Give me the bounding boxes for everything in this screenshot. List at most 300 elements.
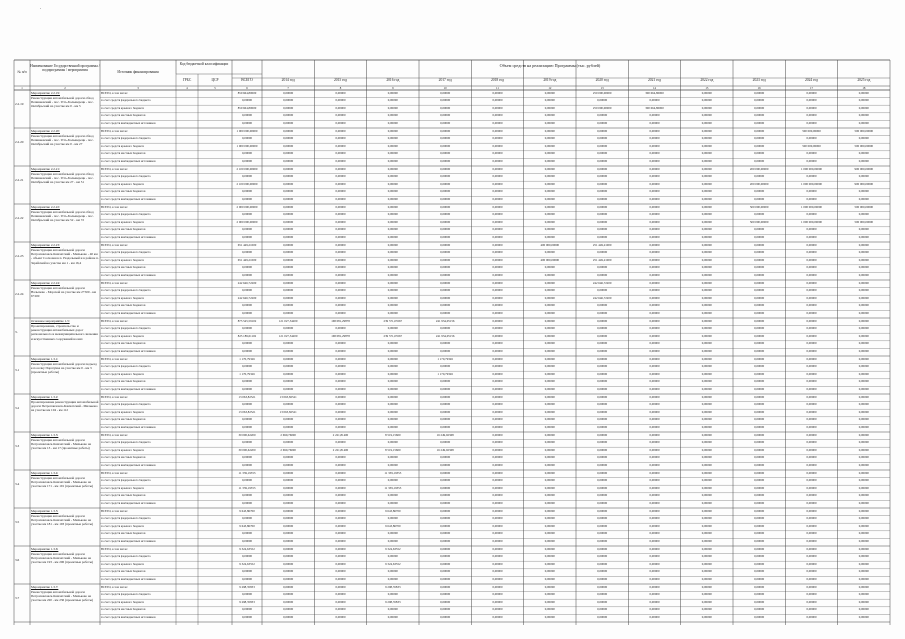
year-federal-value: 0,00000 bbox=[440, 99, 451, 103]
year-extra-value: 0,00000 bbox=[492, 387, 503, 391]
year-value: 0,00000 bbox=[492, 205, 503, 209]
year-federal-value: 0,00000 bbox=[283, 441, 294, 445]
year-regional-value: 0,00000 bbox=[701, 258, 712, 262]
year-value: 0,00000 bbox=[597, 167, 608, 171]
year-local-value: 0,00000 bbox=[283, 608, 294, 612]
year-federal-value: 0,00000 bbox=[440, 479, 451, 483]
year-value: 0,00000 bbox=[440, 547, 451, 551]
year-federal-value: 0,00000 bbox=[283, 289, 294, 293]
source-label: за счет средств внебюджетных источников bbox=[101, 121, 156, 125]
header-col-number: 17 bbox=[809, 86, 813, 90]
total-value: 30 000,62200 bbox=[238, 433, 256, 437]
year-regional-value: 0,00000 bbox=[544, 106, 555, 110]
source-label: за счет средств местных бюджетов bbox=[101, 190, 146, 194]
year-value: 0,00000 bbox=[283, 585, 294, 589]
header-year: 2019 год bbox=[543, 78, 557, 82]
source-label: за счет средств местных бюджетов bbox=[101, 418, 146, 422]
year-extra-value: 0,00000 bbox=[335, 349, 346, 353]
source-label: ВСЕГО, в том числе: bbox=[101, 205, 128, 209]
year-value: 0,00000 bbox=[544, 509, 555, 513]
year-federal-value: 0,00000 bbox=[806, 327, 817, 331]
year-extra-value: 0,00000 bbox=[387, 235, 398, 239]
row-index: 3.2 bbox=[15, 406, 20, 410]
year-local-value: 0,00000 bbox=[492, 342, 503, 346]
year-extra-value: 0,00000 bbox=[597, 615, 608, 619]
local-total-value: 0,00000 bbox=[241, 532, 253, 536]
year-local-value: 0,00000 bbox=[440, 228, 451, 232]
header-col-number: 15 bbox=[705, 86, 709, 90]
year-regional-value: 9 324,63552 bbox=[385, 562, 401, 566]
source-label: ВСЕГО, в том числе: bbox=[101, 357, 128, 361]
year-local-value: 0,00000 bbox=[335, 152, 346, 156]
year-regional-value: 0,00000 bbox=[283, 600, 294, 604]
year-value: 0,00000 bbox=[492, 471, 503, 475]
year-value: 0,00000 bbox=[544, 471, 555, 475]
row-index: 2.2.21 bbox=[15, 178, 24, 182]
year-local-value: 0,00000 bbox=[387, 266, 398, 270]
year-federal-value: 0,00000 bbox=[858, 99, 869, 103]
year-federal-value: 0,00000 bbox=[597, 327, 608, 331]
year-extra-value: 0,00000 bbox=[754, 159, 765, 163]
year-local-value: 0,00000 bbox=[283, 304, 294, 308]
year-federal-value: 0,00000 bbox=[597, 175, 608, 179]
year-federal-value: 0,00000 bbox=[701, 517, 712, 521]
year-regional-value: 8 519,15600 bbox=[385, 448, 401, 452]
measure-name: Реконструкция автомобильной дороги обход Печинковский - пос. Усть-Большерецк - пос. Октябрьский на участке км 27 - км 51 bbox=[31, 172, 94, 185]
year-value: 0,00000 bbox=[597, 509, 608, 513]
year-value: 0,00000 bbox=[701, 433, 712, 437]
year-extra-value: 0,00000 bbox=[283, 539, 294, 543]
year-value: 0,00000 bbox=[283, 243, 294, 247]
year-regional-value: 0,00000 bbox=[754, 600, 765, 604]
year-regional-value: 0,00000 bbox=[754, 562, 765, 566]
year-regional-value: 0,00000 bbox=[597, 144, 608, 148]
year-value: 0,00000 bbox=[754, 91, 765, 95]
year-regional-value: 11 339,19353 bbox=[384, 486, 402, 490]
year-local-value: 0,00000 bbox=[701, 570, 712, 574]
year-value: 0,00000 bbox=[335, 547, 346, 551]
source-label: ВСЕГО, в том числе: bbox=[101, 509, 128, 513]
year-extra-value: 0,00000 bbox=[701, 273, 712, 277]
year-extra-value: 0,00000 bbox=[701, 425, 712, 429]
year-regional-value: 0,00000 bbox=[649, 448, 660, 452]
year-federal-value: 0,00000 bbox=[283, 593, 294, 597]
year-extra-value: 0,00000 bbox=[858, 159, 869, 163]
year-value: 0,00000 bbox=[806, 585, 817, 589]
year-extra-value: 0,00000 bbox=[597, 463, 608, 467]
year-local-value: 0,00000 bbox=[597, 304, 608, 308]
year-federal-value: 0,00000 bbox=[701, 213, 712, 217]
year-federal-value: 0,00000 bbox=[544, 555, 555, 559]
year-federal-value: 0,00000 bbox=[754, 175, 765, 179]
row-index: 2.2.19 bbox=[15, 102, 24, 106]
year-regional-value: 0,00000 bbox=[858, 258, 869, 262]
year-value: 0,00000 bbox=[649, 357, 660, 361]
regional-total-value: 651 449,21000 bbox=[237, 258, 257, 262]
source-label: за счет средств федерального бюджета bbox=[101, 137, 151, 141]
year-value: 0,00000 bbox=[701, 243, 712, 247]
year-extra-value: 0,00000 bbox=[858, 425, 869, 429]
year-extra-value: 0,00000 bbox=[597, 311, 608, 315]
header-name: Наименование Государственной программы / подпрограммы / мероприятия bbox=[30, 64, 100, 72]
year-extra-value: 0,00000 bbox=[649, 349, 660, 353]
year-value: 0,00000 bbox=[597, 319, 608, 323]
year-regional-value: 239 571,03567 bbox=[383, 334, 403, 338]
year-extra-value: 0,00000 bbox=[283, 349, 294, 353]
row-index: 3.4 bbox=[15, 482, 20, 486]
year-value: 0,00000 bbox=[544, 91, 555, 95]
federal-total-value: 0,00000 bbox=[241, 441, 253, 445]
year-local-value: 0,00000 bbox=[335, 570, 346, 574]
year-local-value: 0,00000 bbox=[335, 342, 346, 346]
year-regional-value: 0,00000 bbox=[492, 220, 503, 224]
year-extra-value: 0,00000 bbox=[283, 577, 294, 581]
year-local-value: 0,00000 bbox=[754, 152, 765, 156]
year-value: 0,00000 bbox=[440, 167, 451, 171]
year-extra-value: 0,00000 bbox=[858, 273, 869, 277]
source-label: за счет средств краевого бюджета bbox=[101, 258, 145, 262]
year-extra-value: 0,00000 bbox=[649, 121, 660, 125]
year-extra-value: 0,00000 bbox=[283, 197, 294, 201]
header-col-number: 3 bbox=[137, 86, 139, 90]
total-value: 1 170,79326 bbox=[239, 357, 255, 361]
year-regional-value: 0,00000 bbox=[544, 524, 555, 528]
year-local-value: 0,00000 bbox=[544, 152, 555, 156]
year-local-value: 0,00000 bbox=[858, 304, 869, 308]
year-extra-value: 0,00000 bbox=[440, 615, 451, 619]
year-extra-value: 0,00000 bbox=[440, 311, 451, 315]
year-value: 0,00000 bbox=[335, 585, 346, 589]
source-label: ВСЕГО, в том числе: bbox=[101, 91, 128, 95]
header-col-number: 13 bbox=[600, 86, 604, 90]
year-federal-value: 0,00000 bbox=[701, 99, 712, 103]
year-value: 0,00000 bbox=[440, 395, 451, 399]
year-local-value: 0,00000 bbox=[858, 114, 869, 118]
year-value: 0,00000 bbox=[806, 547, 817, 551]
source-label: за счет средств федерального бюджета bbox=[101, 213, 151, 217]
year-regional-value: 0,00000 bbox=[492, 524, 503, 528]
regional-total-value: 9 324,63552 bbox=[239, 562, 255, 566]
year-value: 0,00000 bbox=[806, 357, 817, 361]
year-local-value: 0,00000 bbox=[440, 266, 451, 270]
year-value: 0,00000 bbox=[492, 509, 503, 513]
year-value: 0,00000 bbox=[754, 129, 765, 133]
year-local-value: 0,00000 bbox=[544, 418, 555, 422]
year-local-value: 0,00000 bbox=[806, 152, 817, 156]
year-local-value: 0,00000 bbox=[806, 418, 817, 422]
year-regional-value: 0,00000 bbox=[701, 144, 712, 148]
local-total-value: 0,00000 bbox=[241, 190, 253, 194]
year-extra-value: 0,00000 bbox=[806, 197, 817, 201]
federal-total-value: 0,00000 bbox=[241, 365, 253, 369]
year-extra-value: 0,00000 bbox=[492, 311, 503, 315]
year-regional-value: 300 664,80000 bbox=[645, 106, 664, 110]
year-value: 0,00000 bbox=[858, 509, 869, 513]
source-label: за счет средств внебюджетных источников bbox=[101, 577, 156, 581]
year-value: 0,00000 bbox=[440, 91, 451, 95]
year-federal-value: 0,00000 bbox=[440, 137, 451, 141]
year-federal-value: 0,00000 bbox=[283, 327, 294, 331]
year-regional-value: 0,00000 bbox=[440, 182, 451, 186]
regional-total-value: 2 000 000,00000 bbox=[236, 220, 258, 224]
measure-name: Реконструкция автомобильной дороги Петропавловск-Камчатский - Мильково на участке км 13 - км 17 (проектные работы) bbox=[31, 438, 92, 451]
measure-name: Реконструкция автомобильной дороги Петропавловск-Камчатский - Мильково на участке км 181 - км 193 (проектные работы) bbox=[31, 514, 94, 527]
year-extra-value: 0,00000 bbox=[440, 159, 451, 163]
year-federal-value: 0,00000 bbox=[649, 555, 660, 559]
year-federal-value: 0,00000 bbox=[858, 213, 869, 217]
total-value: 2 100 000,00000 bbox=[236, 167, 258, 171]
year-extra-value: 0,00000 bbox=[806, 539, 817, 543]
year-regional-value: 0,00000 bbox=[283, 182, 294, 186]
year-extra-value: 0,00000 bbox=[544, 235, 555, 239]
year-local-value: 0,00000 bbox=[597, 532, 608, 536]
year-extra-value: 0,00000 bbox=[806, 425, 817, 429]
year-federal-value: 0,00000 bbox=[649, 137, 660, 141]
year-federal-value: 0,00000 bbox=[858, 365, 869, 369]
local-total-value: 0,00000 bbox=[241, 608, 253, 612]
year-regional-value: 0,00000 bbox=[701, 562, 712, 566]
year-federal-value: 0,00000 bbox=[440, 555, 451, 559]
header-year: 2020 год bbox=[595, 78, 609, 82]
header-code: Код бюджетной классификации bbox=[179, 62, 229, 66]
year-local-value: 0,00000 bbox=[283, 456, 294, 460]
year-extra-value: 0,00000 bbox=[544, 539, 555, 543]
source-label: за счет средств внебюджетных источников bbox=[101, 349, 156, 353]
local-total-value: 0,00000 bbox=[241, 418, 253, 422]
year-federal-value: 0,00000 bbox=[858, 289, 869, 293]
year-local-value: 0,00000 bbox=[649, 494, 660, 498]
source-label: ВСЕГО, в том числе: bbox=[101, 243, 128, 247]
regional-total-value: 825 189,01102 bbox=[237, 334, 257, 338]
year-local-value: 0,00000 bbox=[544, 304, 555, 308]
year-extra-value: 0,00000 bbox=[597, 387, 608, 391]
header-col-number: 18 bbox=[862, 86, 866, 90]
year-local-value: 0,00000 bbox=[858, 152, 869, 156]
year-local-value: 0,00000 bbox=[858, 266, 869, 270]
year-extra-value: 0,00000 bbox=[492, 273, 503, 277]
year-federal-value: 0,00000 bbox=[492, 593, 503, 597]
year-regional-value: 0,00000 bbox=[806, 562, 817, 566]
year-federal-value: 0,00000 bbox=[387, 251, 398, 255]
year-local-value: 0,00000 bbox=[283, 532, 294, 536]
header-year: 2024 год bbox=[804, 78, 818, 82]
year-value: 0,00000 bbox=[544, 319, 555, 323]
year-local-value: 0,00000 bbox=[806, 304, 817, 308]
year-local-value: 0,00000 bbox=[701, 266, 712, 270]
local-total-value: 0,00000 bbox=[241, 456, 253, 460]
year-local-value: 0,00000 bbox=[858, 456, 869, 460]
measure-label: Мероприятие 1.3.7: bbox=[31, 584, 59, 589]
regional-total-value: 13 063,82521 bbox=[238, 410, 256, 414]
year-extra-value: 0,00000 bbox=[806, 615, 817, 619]
year-regional-value: 400 000,00000 bbox=[540, 258, 560, 262]
year-federal-value: 0,00000 bbox=[597, 251, 608, 255]
year-extra-value: 0,00000 bbox=[701, 235, 712, 239]
year-federal-value: 0,00000 bbox=[387, 403, 398, 407]
year-value: 500 000,00000 bbox=[854, 129, 874, 133]
year-local-value: 0,00000 bbox=[597, 342, 608, 346]
year-value: 0,00000 bbox=[649, 509, 660, 513]
year-value: 0,00000 bbox=[335, 281, 346, 285]
year-extra-value: 0,00000 bbox=[597, 425, 608, 429]
year-local-value: 0,00000 bbox=[806, 114, 817, 118]
year-regional-value: 0,00000 bbox=[283, 106, 294, 110]
year-regional-value: 0,00000 bbox=[701, 600, 712, 604]
row-index: 3.1 bbox=[15, 368, 20, 372]
year-federal-value: 0,00000 bbox=[701, 403, 712, 407]
row-index: 3.7 bbox=[15, 596, 20, 600]
year-federal-value: 0,00000 bbox=[387, 517, 398, 521]
year-regional-value: 0,00000 bbox=[649, 486, 660, 490]
year-federal-value: 0,00000 bbox=[597, 403, 608, 407]
year-extra-value: 0,00000 bbox=[544, 425, 555, 429]
year-local-value: 0,00000 bbox=[440, 152, 451, 156]
year-value: 0,00000 bbox=[858, 319, 869, 323]
year-federal-value: 0,00000 bbox=[544, 137, 555, 141]
year-value: 0,00000 bbox=[283, 205, 294, 209]
year-regional-value: 0,00000 bbox=[858, 524, 869, 528]
year-extra-value: 0,00000 bbox=[387, 273, 398, 277]
year-extra-value: 0,00000 bbox=[440, 121, 451, 125]
year-local-value: 0,00000 bbox=[701, 152, 712, 156]
year-federal-value: 0,00000 bbox=[283, 137, 294, 141]
year-extra-value: 0,00000 bbox=[858, 387, 869, 391]
year-local-value: 0,00000 bbox=[597, 608, 608, 612]
year-extra-value: 0,00000 bbox=[387, 463, 398, 467]
year-federal-value: 0,00000 bbox=[440, 289, 451, 293]
year-local-value: 0,00000 bbox=[335, 380, 346, 384]
year-value: 0,00000 bbox=[387, 243, 398, 247]
year-federal-value: 0,00000 bbox=[597, 213, 608, 217]
year-local-value: 0,00000 bbox=[754, 532, 765, 536]
year-local-value: 0,00000 bbox=[387, 380, 398, 384]
year-local-value: 0,00000 bbox=[649, 266, 660, 270]
year-federal-value: 0,00000 bbox=[440, 327, 451, 331]
year-local-value: 0,00000 bbox=[701, 608, 712, 612]
year-federal-value: 0,00000 bbox=[858, 403, 869, 407]
year-extra-value: 0,00000 bbox=[440, 235, 451, 239]
year-extra-value: 0,00000 bbox=[335, 539, 346, 543]
year-federal-value: 0,00000 bbox=[335, 555, 346, 559]
year-regional-value: 500 000,00000 bbox=[854, 144, 874, 148]
year-value: 0,00000 bbox=[335, 129, 346, 133]
year-local-value: 0,00000 bbox=[440, 190, 451, 194]
header-col-number: 16 bbox=[757, 86, 761, 90]
source-label: за счет средств краевого бюджета bbox=[101, 220, 145, 224]
year-local-value: 0,00000 bbox=[649, 152, 660, 156]
year-extra-value: 0,00000 bbox=[387, 539, 398, 543]
year-extra-value: 0,00000 bbox=[335, 273, 346, 277]
year-regional-value: 0,00000 bbox=[701, 486, 712, 490]
year-regional-value: 0,00000 bbox=[806, 600, 817, 604]
year-federal-value: 0,00000 bbox=[283, 517, 294, 521]
year-extra-value: 0,00000 bbox=[283, 235, 294, 239]
year-value: 2 221,81400 bbox=[332, 433, 349, 437]
year-federal-value: 0,00000 bbox=[649, 365, 660, 369]
year-regional-value: 0,00000 bbox=[806, 296, 817, 300]
year-local-value: 0,00000 bbox=[858, 608, 869, 612]
year-local-value: 0,00000 bbox=[387, 114, 398, 118]
year-value: 250 000,00000 bbox=[592, 91, 612, 95]
source-label: за счет средств федерального бюджета bbox=[101, 99, 151, 103]
header-col-number: 12 bbox=[548, 86, 552, 90]
year-regional-value: 0,00000 bbox=[335, 486, 346, 490]
year-local-value: 0,00000 bbox=[806, 608, 817, 612]
source-label: за счет средств внебюджетных источников bbox=[101, 539, 156, 543]
extra-total-value: 0,00000 bbox=[241, 349, 253, 353]
year-regional-value: 0,00000 bbox=[283, 258, 294, 262]
year-regional-value: 0,00000 bbox=[440, 258, 451, 262]
year-value: 0,00000 bbox=[283, 357, 294, 361]
measure-label: Мероприятие 1.3.4: bbox=[31, 470, 59, 475]
year-local-value: 0,00000 bbox=[544, 608, 555, 612]
year-extra-value: 0,00000 bbox=[283, 121, 294, 125]
row-index: 3.5 bbox=[15, 520, 20, 524]
year-federal-value: 0,00000 bbox=[283, 251, 294, 255]
header-volume: Объем средств на реализацию Программы (тыс. рублей) bbox=[499, 64, 601, 68]
year-regional-value: 0,00000 bbox=[701, 220, 712, 224]
year-local-value: 0,00000 bbox=[544, 456, 555, 460]
year-extra-value: 0,00000 bbox=[492, 121, 503, 125]
year-federal-value: 0,00000 bbox=[335, 327, 346, 331]
year-regional-value: 0,00000 bbox=[649, 182, 660, 186]
year-value: 0,00000 bbox=[283, 281, 294, 285]
year-federal-value: 0,00000 bbox=[544, 441, 555, 445]
year-value: 0,00000 bbox=[440, 281, 451, 285]
year-value: 0,00000 bbox=[701, 547, 712, 551]
year-local-value: 0,00000 bbox=[440, 342, 451, 346]
year-local-value: 0,00000 bbox=[335, 304, 346, 308]
year-value: 0,00000 bbox=[492, 243, 503, 247]
year-federal-value: 0,00000 bbox=[440, 251, 451, 255]
year-federal-value: 0,00000 bbox=[492, 327, 503, 331]
year-value: 0,00000 bbox=[754, 395, 765, 399]
year-value: 0,00000 bbox=[544, 585, 555, 589]
year-local-value: 0,00000 bbox=[387, 608, 398, 612]
year-value: 0,00000 bbox=[806, 433, 817, 437]
year-extra-value: 0,00000 bbox=[649, 539, 660, 543]
year-local-value: 0,00000 bbox=[440, 304, 451, 308]
year-federal-value: 0,00000 bbox=[806, 593, 817, 597]
year-local-value: 0,00000 bbox=[754, 494, 765, 498]
year-regional-value: 0,00000 bbox=[492, 296, 503, 300]
source-label: ВСЕГО, в том числе: bbox=[101, 585, 128, 589]
year-extra-value: 0,00000 bbox=[597, 235, 608, 239]
year-regional-value: 0,00000 bbox=[597, 220, 608, 224]
year-federal-value: 0,00000 bbox=[387, 555, 398, 559]
year-federal-value: 0,00000 bbox=[283, 403, 294, 407]
year-value: 900 000,00000 bbox=[854, 167, 874, 171]
source-label: за счет средств краевого бюджета bbox=[101, 600, 145, 604]
year-regional-value: 9 298,35833 bbox=[385, 600, 401, 604]
year-federal-value: 0,00000 bbox=[597, 137, 608, 141]
year-local-value: 0,00000 bbox=[701, 494, 712, 498]
year-federal-value: 0,00000 bbox=[754, 251, 765, 255]
year-regional-value: 0,00000 bbox=[387, 106, 398, 110]
year-local-value: 0,00000 bbox=[597, 570, 608, 574]
year-federal-value: 0,00000 bbox=[440, 213, 451, 217]
year-extra-value: 0,00000 bbox=[544, 273, 555, 277]
year-federal-value: 0,00000 bbox=[701, 327, 712, 331]
year-local-value: 0,00000 bbox=[806, 190, 817, 194]
year-regional-value: 0,00000 bbox=[492, 448, 503, 452]
year-federal-value: 0,00000 bbox=[806, 99, 817, 103]
year-local-value: 0,00000 bbox=[544, 494, 555, 498]
year-value: 0,00000 bbox=[806, 509, 817, 513]
source-label: за счет средств федерального бюджета bbox=[101, 251, 151, 255]
year-local-value: 0,00000 bbox=[335, 456, 346, 460]
year-regional-value: 0,00000 bbox=[492, 106, 503, 110]
